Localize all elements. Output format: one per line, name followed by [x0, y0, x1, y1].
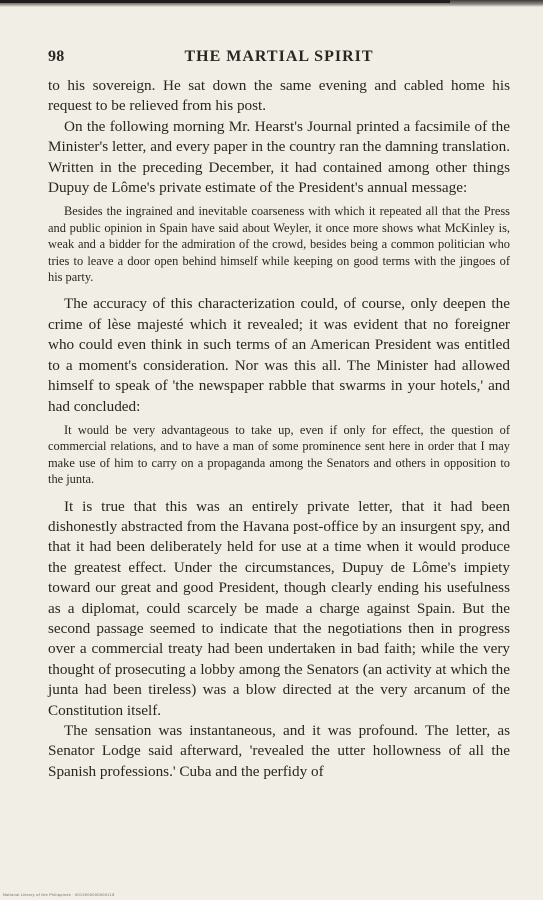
running-head: THE MARTIAL SPIRIT	[184, 48, 374, 65]
paragraph-sensation: The sensation was instantaneous, and it was profound. The letter, as Senator Lodge said afterward, 'revealed the utter hollowness of all the Spanish professions.' Cuba and the perfidy of	[48, 722, 510, 780]
paragraph-private-letter: It is true that this was an entirely private letter, that it had been dishonestly abstracted from the Havana post-office by an insurgent spy, and that it had been deliberately held for use at a time when it would produce the greatest effect. Under the circumstances, Dupuy de Lôme's impiety toward our great and good President, though clearly ending his usefulness as a diplomat, could scarcely be made a charge against Spain. But the second passage seemed to indicate that the negotiations then in progress over a commercial treaty had been undertaken in bad faith; while the very thought of prosecuting a lobby among the Senators (an activity at which the junta had been tireless) was a blow directed at the very arcanum of the Constitution itself.	[48, 497, 510, 719]
block-quote-commercial-relations: It would be very advantageous to take up, even if only for effect, the question of commercial relations, and to have a man of some prominence sent here in order that I may make use of him to carry on a propaganda among the Senators and others in opposition to the junta.	[48, 422, 510, 487]
paragraph-journal-facsimile: On the following morning Mr. Hearst's Journal printed a facsimile of the Minister's letter, and every paper in the country ran the damning translation. Written in the preceding December, it had contained among other things Dupuy de Lôme's private estimate of the President's annual message:	[48, 117, 510, 197]
scan-top-edge	[0, 0, 543, 7]
page-header	[48, 48, 510, 70]
paragraph-characterization: The accuracy of this characterization could, of course, only deepen the crime of lèse majesté which it revealed; it was evident that no foreigner who could even think in such terms of an American President was entitled to a moment's consideration. Nor was this all. The Minister had allowed himself to speak of 'the newspaper rabble that swarms in your hotels,' and had concluded:	[48, 295, 510, 415]
page-number: 98	[48, 48, 65, 65]
paragraph-continuation: to his sovereign. He sat down the same evening and cabled home his request to be relieved from his post.	[48, 77, 510, 115]
scan-footer-watermark: National Library of the Philippines · 0015000000000118	[3, 893, 115, 897]
page-body	[48, 76, 510, 782]
block-quote-message-estimate: Besides the ingrained and inevitable coarseness with which it repeated all that the Press and public opinion in Spain have said about Weyler, it once more shows what McKinley is, weak and a bidder for the admiration of the crowd, besides being a common politician who tries to leave a door open behind himself while keeping on good terms with the jingoes of his party.	[48, 204, 510, 285]
